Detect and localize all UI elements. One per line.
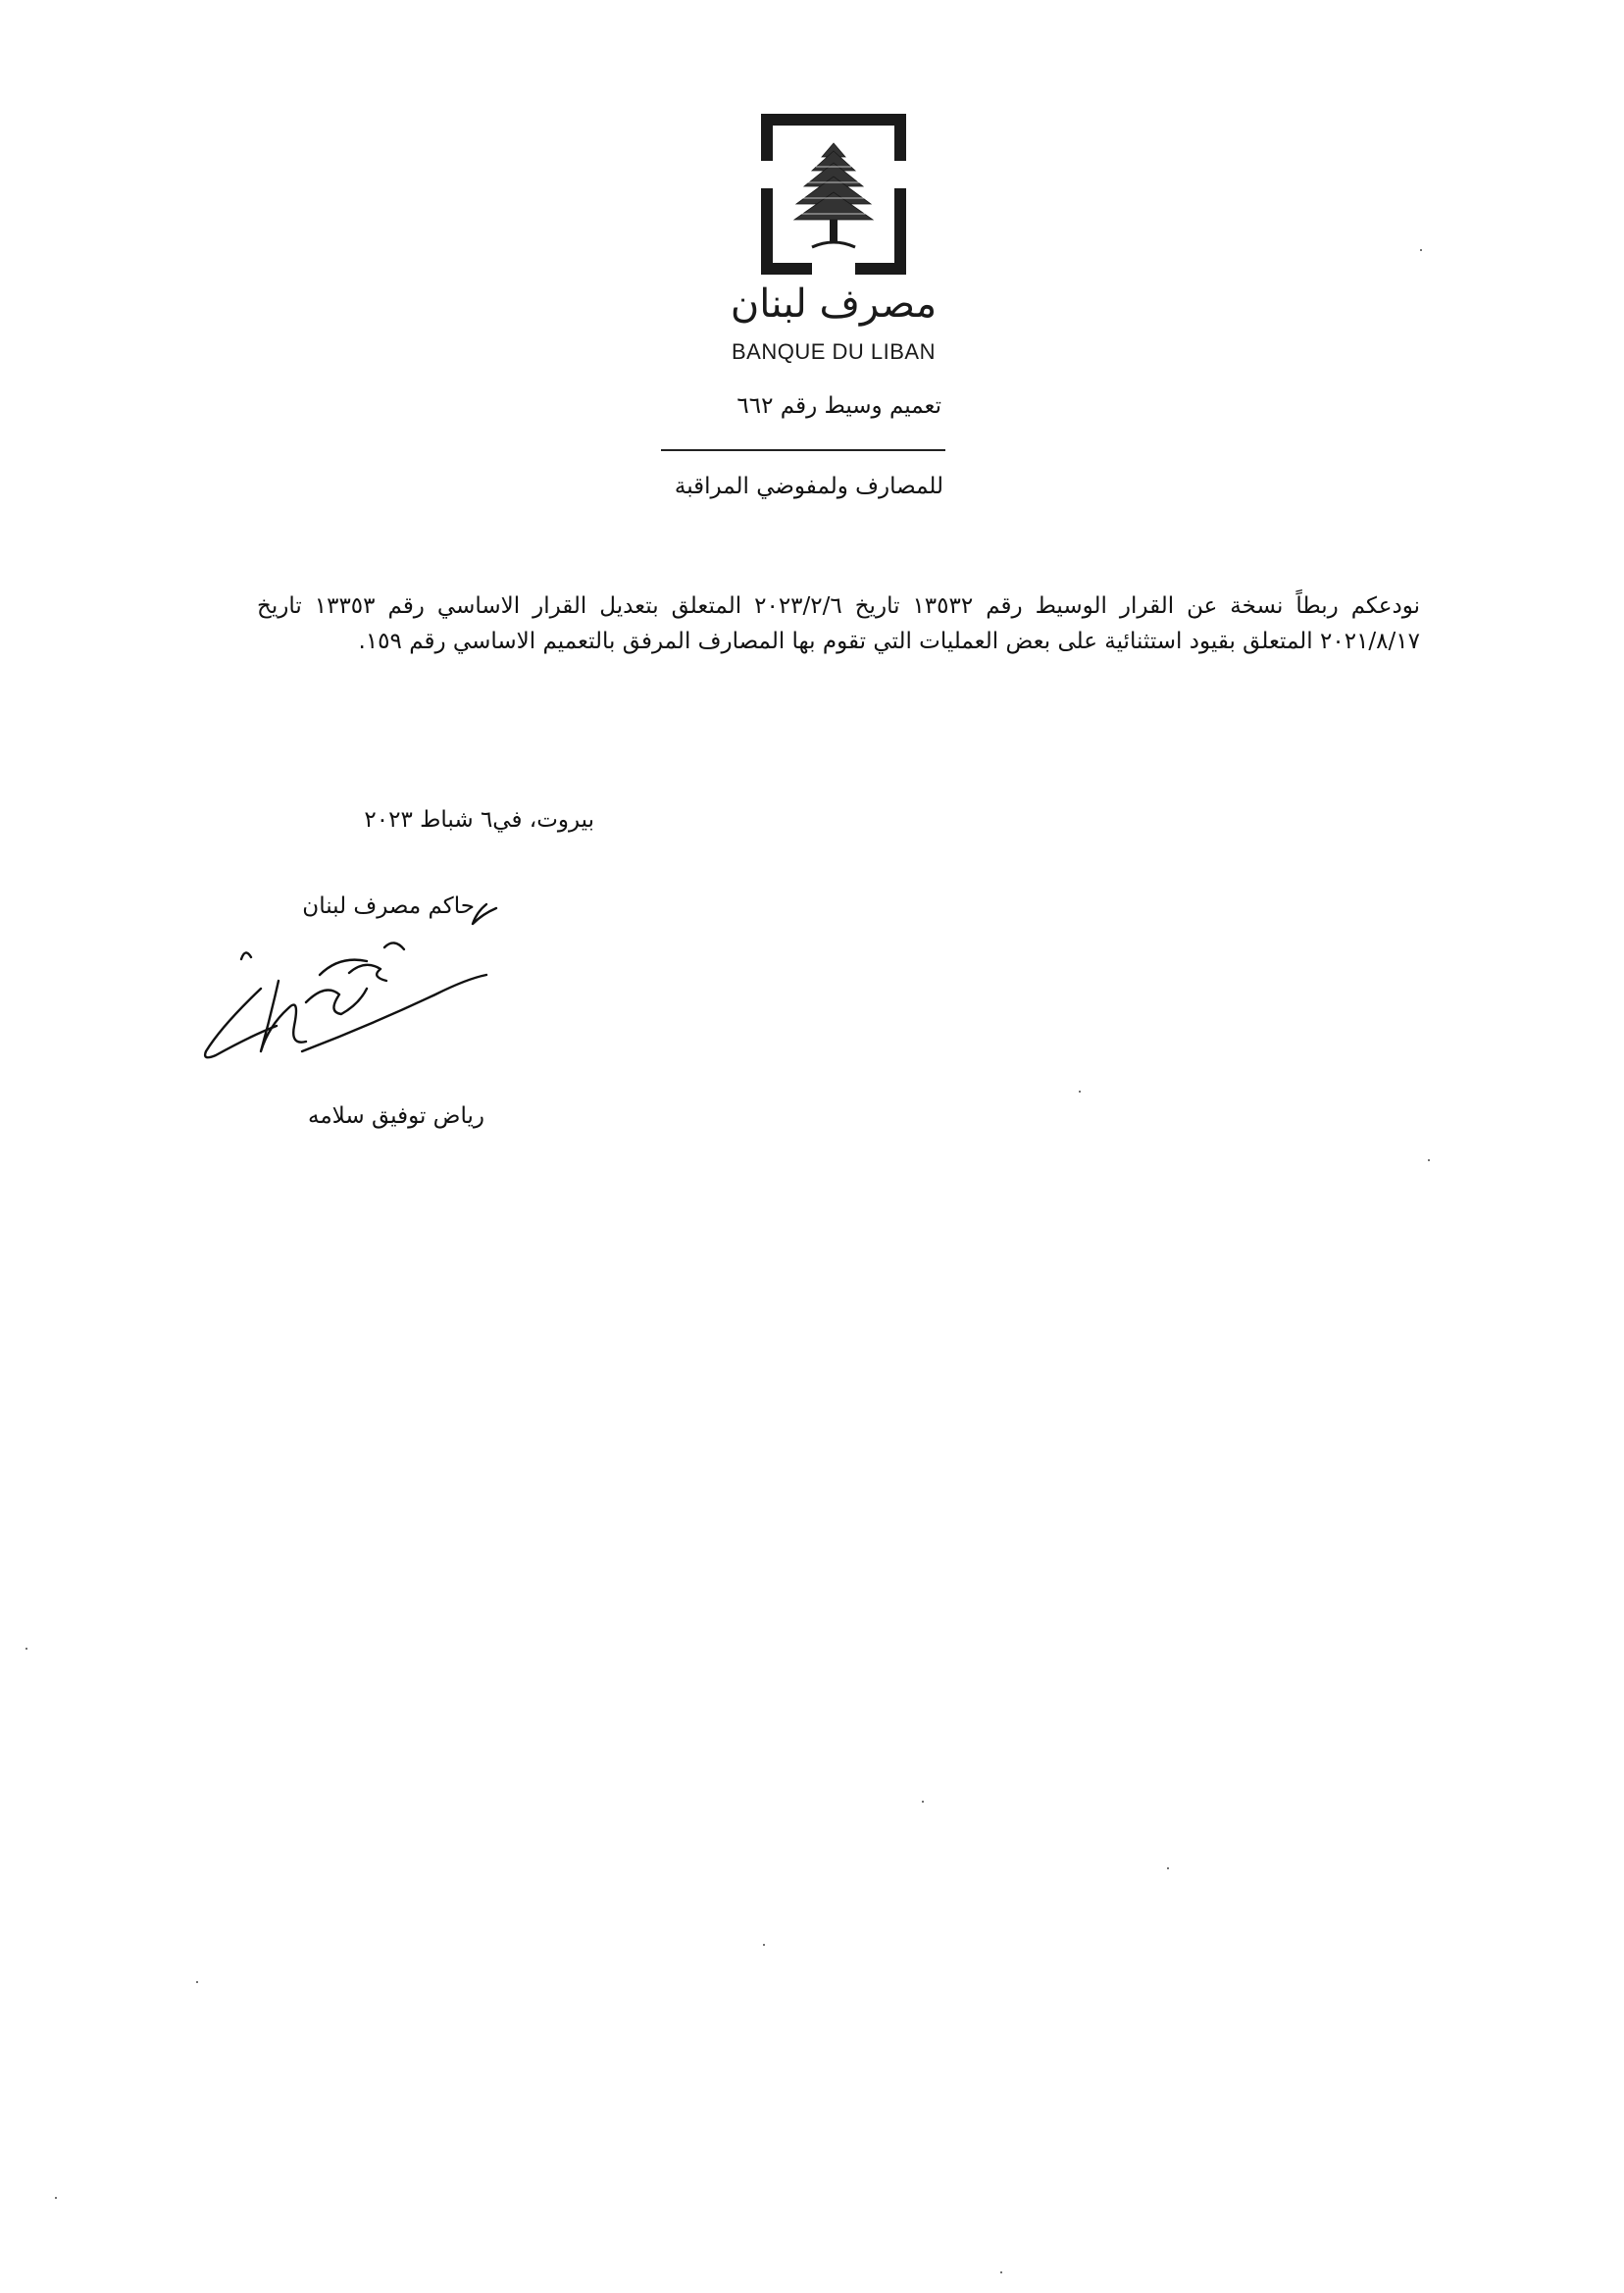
- scan-speck: [55, 2197, 57, 2199]
- scan-speck: [922, 1801, 924, 1803]
- title-divider: [661, 449, 945, 451]
- recipients-line: للمصارف ولمفوضي المراقبة: [674, 474, 943, 499]
- scan-speck: [1167, 1867, 1169, 1869]
- scan-speck: [25, 1648, 27, 1650]
- bank-name-french: BANQUE DU LIBAN: [732, 339, 936, 364]
- scan-speck: [1428, 1159, 1430, 1161]
- scan-speck: [1420, 249, 1422, 251]
- handwritten-signature-icon: [192, 879, 526, 1091]
- cedar-tree-frame-logo-icon: [761, 114, 906, 275]
- signatory-title: حاكم مصرف لبنان: [302, 893, 475, 919]
- date-place-line: بيروت، في٦ شباط ٢٠٢٣: [364, 807, 594, 833]
- scan-speck: [763, 1944, 765, 1946]
- signatory-name: رياض توفيق سلامه: [308, 1103, 484, 1129]
- scan-speck: [1079, 1091, 1081, 1093]
- bank-name-arabic: مصرف لبنان: [730, 281, 938, 327]
- body-paragraph: نودعكم ربطاً نسخة عن القرار الوسيط رقم ١٣٥٣٢ تاريخ ٢٠٢٣/٢/٦ المتعلق بتعديل القرار الاساسي رقم ١٣٣٥٣ تاريخ ٢٠٢١/٨/١٧ المتعلق بقيود استثنائية على بعض العمليات التي تقوم بها المصارف المرفق بالتعميم الاساسي رقم ١٥٩.: [257, 593, 1420, 654]
- scan-speck: [196, 1981, 198, 1983]
- scan-speck: [1000, 2271, 1002, 2273]
- circular-title: تعميم وسيط رقم ٦٦٢: [736, 393, 941, 419]
